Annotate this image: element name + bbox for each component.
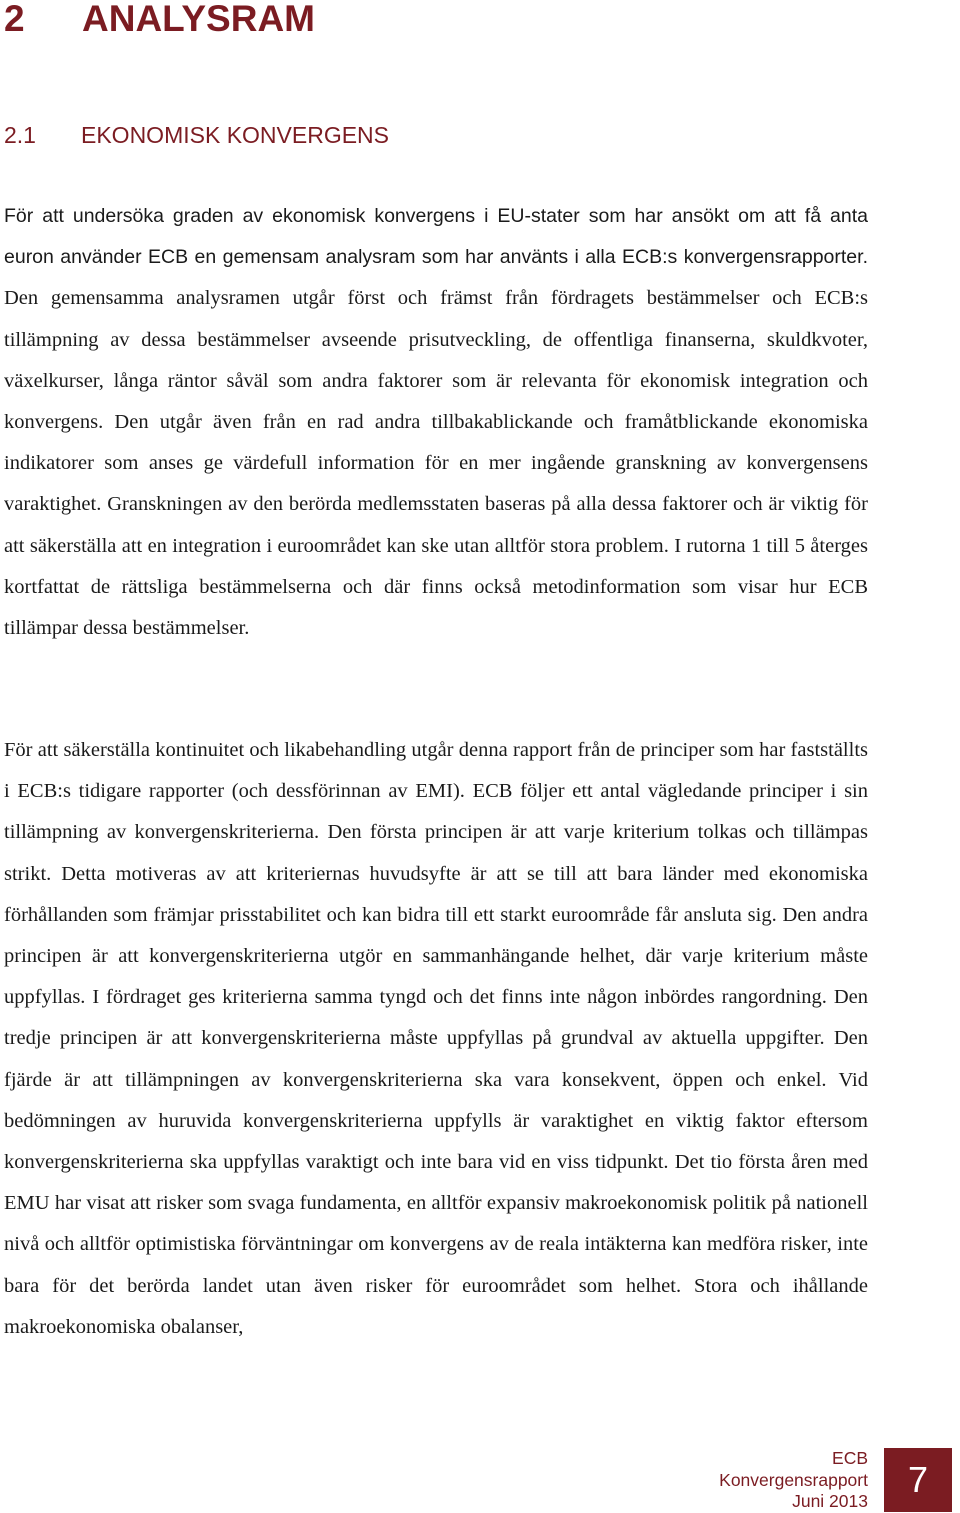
section-title: EKONOMISK KONVERGENS xyxy=(81,122,390,148)
section-heading xyxy=(4,119,389,151)
body-paragraph-2 xyxy=(4,730,868,1348)
footer-report-name: Konvergensrapport xyxy=(719,1469,868,1490)
footer-date: Juni 2013 xyxy=(792,1491,868,1511)
page-number-box: 7 xyxy=(884,1448,952,1512)
body-paragraph-1 xyxy=(4,196,868,649)
chapter-heading xyxy=(4,0,315,40)
paragraph-1-text: Den gemensamma analysramen utgår först och främst från fördragets bestämmelser och ECB:s tillämpning av dessa bestämmelser avseende prisutveckling, de offentliga finanserna, skuldkvoter, växelkurser, långa räntor såväl som andra faktorer som är relevanta för ekonomisk integration och konvergens. Den utgår även från en rad andra tillbakablickande och framåtblickande ekonomiska indikatorer som anses ge värdefull information för en mer ingående granskning av konvergensens varaktighet. Granskningen av den berörda medlemsstaten baseras på alla dessa faktorer och är viktig för att säkerställa att en integration i euroområdet kan ske utan alltför stora problem. I rutorna 1 till 5 återges kortfattat de rättsliga bestämmelserna och där finns också metodinformation som visar hur ECB tillämpar dessa bestämmelser. xyxy=(4,287,868,640)
paragraph-1-lead: För att undersöka graden av ekonomisk konvergens i EU-stater som har ansökt om att få anta euron använder ECB en gemensam analysram som har använts i alla ECB:s konvergensrapporter. xyxy=(4,205,868,269)
paragraph-2-text: För att säkerställa kontinuitet och likabehandling utgår denna rapport från de principer som har fastställts i ECB:s tidigare rapporter (och dessförinnan av EMI). ECB följer ett antal vägledande principer i sin tillämpning av konvergenskriterierna. Den första principen är att varje kriterium tolkas och tillämpas strikt. Detta motiveras av att kriteriernas huvudsyfte är att se till att bara länder med ekonomiska förhållanden som främjar prisstabilitet och kan bidra till ett starkt euroområde får ansluta sig. Den andra principen är att konvergenskriterierna utgör en sammanhängande helhet, där varje kriterium måste uppfyllas. I fördraget ges kriterierna samma tyngd och det finns inte någon inbördes rangordning. Den tredje principen är att konvergenskriterierna måste uppfyllas på grundval av aktuella uppgifter. Den fjärde är att tillämpningen av konvergenskriterierna ska vara konsekvent, öppen och enkel. Vid bedömningen av huruvida konvergenskriterierna uppfylls är varaktighet en viktig faktor eftersom konvergenskriterierna ska uppfyllas varaktigt och inte bara vid en viss tidpunkt. Det tio första åren med EMU har visat att risker som svaga fundamenta, en alltför expansiv makroekonomisk politik på nationell nivå och alltför optimistiska förväntningar om konvergens av de reala intäkterna kan medföra risker, inte bara för det berörda landet utan även risker för euroområdet som helhet. Stora och ihållande makroekonomiska obalanser, xyxy=(4,739,868,1338)
section-number: 2.1 xyxy=(4,122,36,148)
page-footer xyxy=(719,1448,868,1513)
chapter-number: 2 xyxy=(4,0,25,39)
footer-publisher: ECB xyxy=(832,1448,868,1468)
chapter-title: ANALYSRAM xyxy=(82,0,315,39)
